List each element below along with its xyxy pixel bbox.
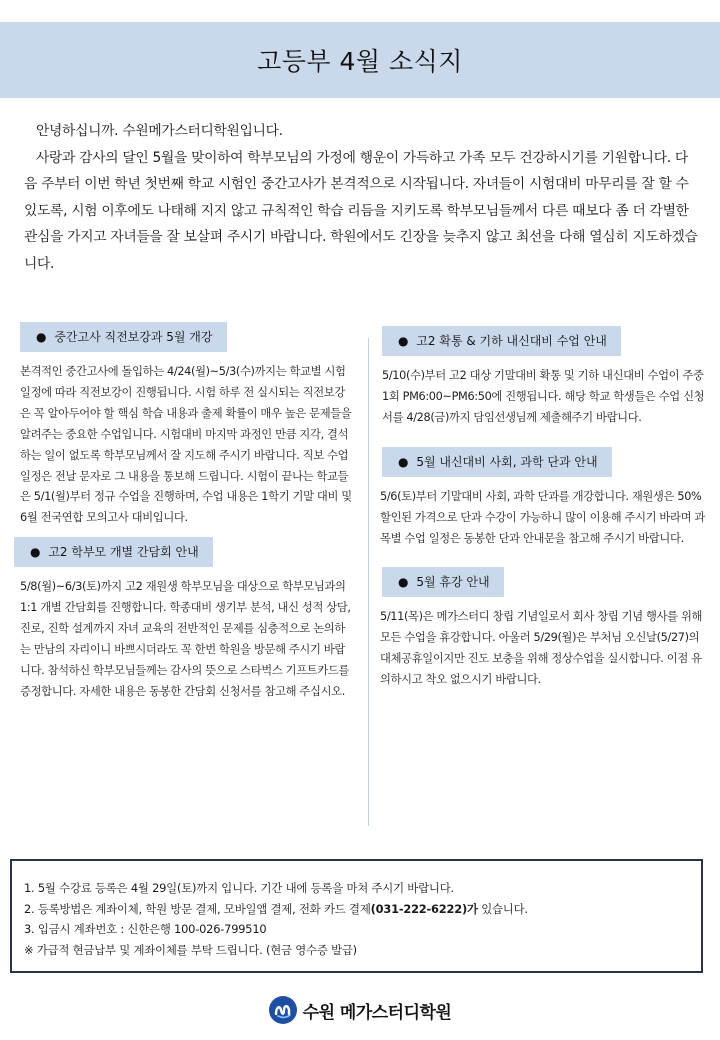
- bullet-icon: ●: [30, 545, 41, 560]
- section-body: 5/10(수)부터 고2 대상 기말대비 확통 및 기하 내신대비 수업이 주중 1회 PM6:00~PM6:50에 진행됩니다. 해당 학교 학생들은 수업 신청서를 4/28(금)까지 담임선생님께 제출해주기 바랍니다.: [382, 369, 705, 424]
- intro-body: 사랑과 감사의 달인 5월을 맞이하여 학부모님의 가정에 행운이 가득하고 가족 모두 건강하시기를 기원합니다. 다음 주부터 이번 학년 첫번째 학교 시험인 중간고사가 본격적으로 시작됩니다. 자녀들이 시험대비 마무리를 잘 할 수 있도록, 시험 이후에도 나태해 지지 않고 규칙적인 학습 리듬을 지키도록 학부모님들께서 다른 때보다 좀 더 각별한 관심을 가지고 자녀들을 잘 보살펴 주시기 바랍니다. 학원에서도 긴장을 늦추지 않고 최선을 다해 열심히 지도하겠습니다.: [24, 149, 698, 272]
- section-body: 5/8(월)~6/3(토)까지 고2 재원생 학부모님을 대상으로 학부모님과의 1:1 개별 간담회를 진행합니다. 학종대비 생기부 분석, 내신 성적 상담, 진로, 진학 설계까지 자녀 교육의 전반적인 문제를 심층적으로 논의하는 만남의 자리이니 바쁘시더라도 꼭 한번 학원을 방문해 주시기 바랍니다. 참석하신 학부모님들께는 감사의 뜻으로 스타벅스 기프트카드를 증정합니다. 자세한 내용은 동봉한 간담회 신청서를 참고해 주십시오.: [20, 580, 351, 698]
- column-divider: [368, 338, 369, 826]
- notice-line: 1. 5월 수강료 등록은 4월 29일(토)까지 입니다. 기간 내에 등록을 마쳐 주시기 바랍니다.: [24, 881, 454, 895]
- notice-text: 있습니다.: [477, 901, 528, 916]
- section-title: 고2 확통 & 기하 내신대비 수업 안내: [416, 334, 607, 348]
- section-title: 5월 휴강 안내: [416, 575, 490, 590]
- right-column: [376, 326, 710, 691]
- bullet-icon: ●: [398, 334, 409, 348]
- bullet-icon: ●: [398, 454, 409, 469]
- section-body: 5/11(목)은 메가스터디 창립 기념일로서 회사 창립 기념 행사를 위해 모든 수업을 휴강합니다. 아울러 5/29(월)은 부처님 오신날(5/27)의 대체공휴일이지만 진도 보충을 위해 정상수업을 실시합니다. 이점 유의하시고 착오 없으시기 바랍니다.: [380, 610, 703, 687]
- section-title: 고2 학부모 개별 간담회 안내: [48, 545, 199, 560]
- intro-paragraph: [24, 118, 700, 277]
- notice-line: 3. 입금시 계좌번호 : 신한은행 100-026-799510: [24, 922, 267, 936]
- section-body: 본격적인 중간고사에 돌입하는 4/24(월)~5/3(수)까지는 학교별 시험일정에 따라 직전보강이 진행됩니다. 시험 하루 전 실시되는 직전보강은 꼭 알아두어야 할 핵심 학습 내용과 출제 확률이 매우 높은 문제들을 알려주는 중요한 수업입니다. 시험대비 마지막 과정인 만큼 지각, 결석하는 일이 없도록 학부모님께서 잘 지도해 주시기 바랍니다. 직보 수업 일정은 전날 문자로 그 내용을 통보해 드립니다. 시험이 끝나는 학교들은 5/1(월)부터 정규 수업을 진행하며, 수업 내용은 1학기 기말 대비 및 6월 전국연합 모의고사 대비입니다.: [20, 365, 352, 525]
- notice-text: 2. 등록방법은 계좌이체, 학원 방문 결제, 모바일앱 결제, 전화 카드 결제: [24, 901, 371, 916]
- section-title: 중간고사 직전보강과 5월 개강: [54, 330, 213, 344]
- section-heading: [382, 326, 621, 356]
- notice-line: [24, 899, 687, 920]
- section-heading: [382, 567, 504, 597]
- registration-notice-box: [10, 859, 703, 973]
- section-heading: [382, 447, 612, 477]
- title-banner: [0, 22, 720, 98]
- megastudy-logo-icon: [269, 996, 297, 1024]
- section-heading: [20, 322, 227, 352]
- section-heading: [14, 537, 213, 567]
- academy-name: 수원 메가스터디학원: [302, 1002, 452, 1023]
- bullet-icon: ●: [398, 575, 409, 590]
- section-body: 5/6(토)부터 기말대비 사회, 과학 단과를 개강합니다. 재원생은 50% 할인된 가격으로 단과 수강이 가능하니 많이 이용해 주시기 바라며 과목별 수업 일정은 동봉한 단과 안내문을 참고해 주시기 바랍니다.: [380, 489, 705, 545]
- phone-number: (031-222-6222)가: [370, 901, 478, 916]
- notice-line: ※ 가급적 현금납부 및 계좌이체를 부탁 드립니다. (현금 영수증 발급): [24, 942, 357, 957]
- intro-greeting: 안녕하십니까. 수원메가스터디학원입니다.: [36, 123, 283, 139]
- footer-logo: [0, 994, 720, 1026]
- left-column: [14, 322, 354, 703]
- bullet-icon: ●: [36, 330, 47, 344]
- page-title: 고등부 4월 소식지: [257, 47, 463, 76]
- section-title: 5월 내신대비 사회, 과학 단과 안내: [416, 454, 598, 469]
